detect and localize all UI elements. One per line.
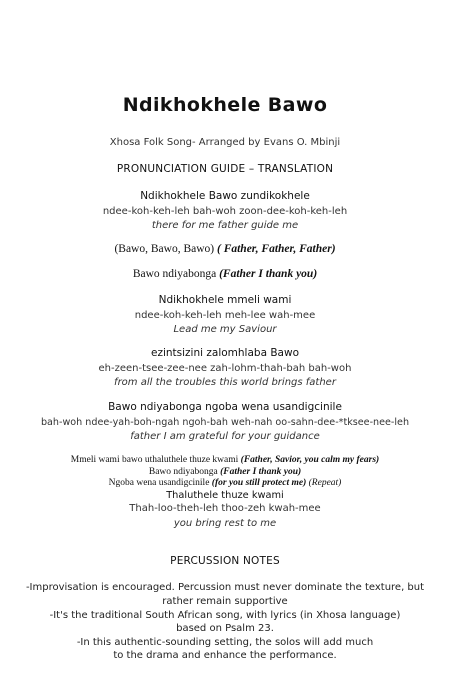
- lyric-text: (Bawo, Bawo, Bawo): [114, 243, 215, 255]
- note-line: -In this authentic-sounding setting, the solos will add much: [76, 637, 374, 648]
- translation-text: (Father, Savior, you calm my fears): [240, 455, 380, 465]
- lyric-text: Ngoba wena usandigcinile: [108, 478, 210, 488]
- translation-line: Lead me my Saviour: [173, 324, 277, 335]
- lyric-line: Ndikhokhele Bawo zundikokhele: [140, 190, 310, 202]
- repeat-marker: (Repeat): [308, 478, 342, 488]
- note-line: rather remain supportive: [162, 596, 288, 607]
- pronunciation-line: ndee-koh-keh-leh bah-woh zoon-dee-koh-keh-leh: [102, 206, 348, 217]
- lyric-text: Bawo ndiyabonga: [132, 268, 217, 280]
- arranger-credit: Xhosa Folk Song- Arranged by Evans O. Mbinji: [109, 137, 341, 148]
- small-lyric-line: [0, 455, 450, 465]
- small-lyric-line: [0, 478, 450, 488]
- lyric-line: Thaluthele thuze kwami: [166, 490, 284, 501]
- note-line: to the drama and enhance the performance.: [113, 650, 337, 661]
- translation-text: (for you still protect me): [211, 478, 307, 488]
- translation-line: father I am grateful for your guidance: [130, 431, 320, 442]
- lyric-line: Ndikhokhele mmeli wami: [158, 294, 292, 306]
- lyric-line-bawo: [0, 243, 450, 255]
- small-lyric-line: [0, 467, 450, 477]
- note-line: -Improvisation is encouraged. Percussion must never dominate the texture, but: [25, 582, 425, 593]
- lyric-line: ezintsizini zalomhlaba Bawo: [151, 347, 299, 359]
- percussion-notes-heading: PERCUSSION NOTES: [170, 555, 280, 567]
- pronunciation-guide-heading: PRONUNCIATION GUIDE – TRANSLATION: [116, 163, 334, 175]
- pronunciation-line: eh-zeen-tsee-zee-nee zah-lohm-thah-bah bah-woh: [98, 363, 352, 374]
- translation-line: there for me father guide me: [151, 220, 299, 231]
- translation-text: (Father I thank you): [219, 268, 318, 280]
- lyric-text: Mmeli wami bawo uthaluthele thuze kwami: [70, 455, 239, 465]
- translation-text: (Father I thank you): [220, 467, 302, 477]
- pronunciation-line: Thah-loo-theh-leh thoo-zeh kwah-mee: [129, 503, 321, 514]
- translation-line: from all the troubles this world brings father: [114, 377, 336, 388]
- note-line: -It's the traditional South African song, with lyrics (in Xhosa language): [49, 610, 401, 621]
- note-line: based on Psalm 23.: [176, 623, 274, 634]
- song-title: Ndikhokhele Bawo: [122, 94, 328, 116]
- pronunciation-line: bah-woh ndee-yah-boh-ngah ngoh-bah weh-nah oo-sahn-dee-*tksee-nee-leh: [40, 417, 410, 428]
- lyric-line: Bawo ndiyabonga ngoba wena usandigcinile: [108, 401, 342, 413]
- lyric-text: Bawo ndiyabonga: [148, 467, 218, 477]
- translation-line: you bring rest to me: [173, 518, 277, 529]
- pronunciation-line: ndee-koh-keh-leh meh-lee wah-mee: [134, 310, 316, 321]
- translation-text: ( Father, Father, Father): [216, 243, 336, 255]
- lyric-line-ndiyabonga: [0, 268, 450, 280]
